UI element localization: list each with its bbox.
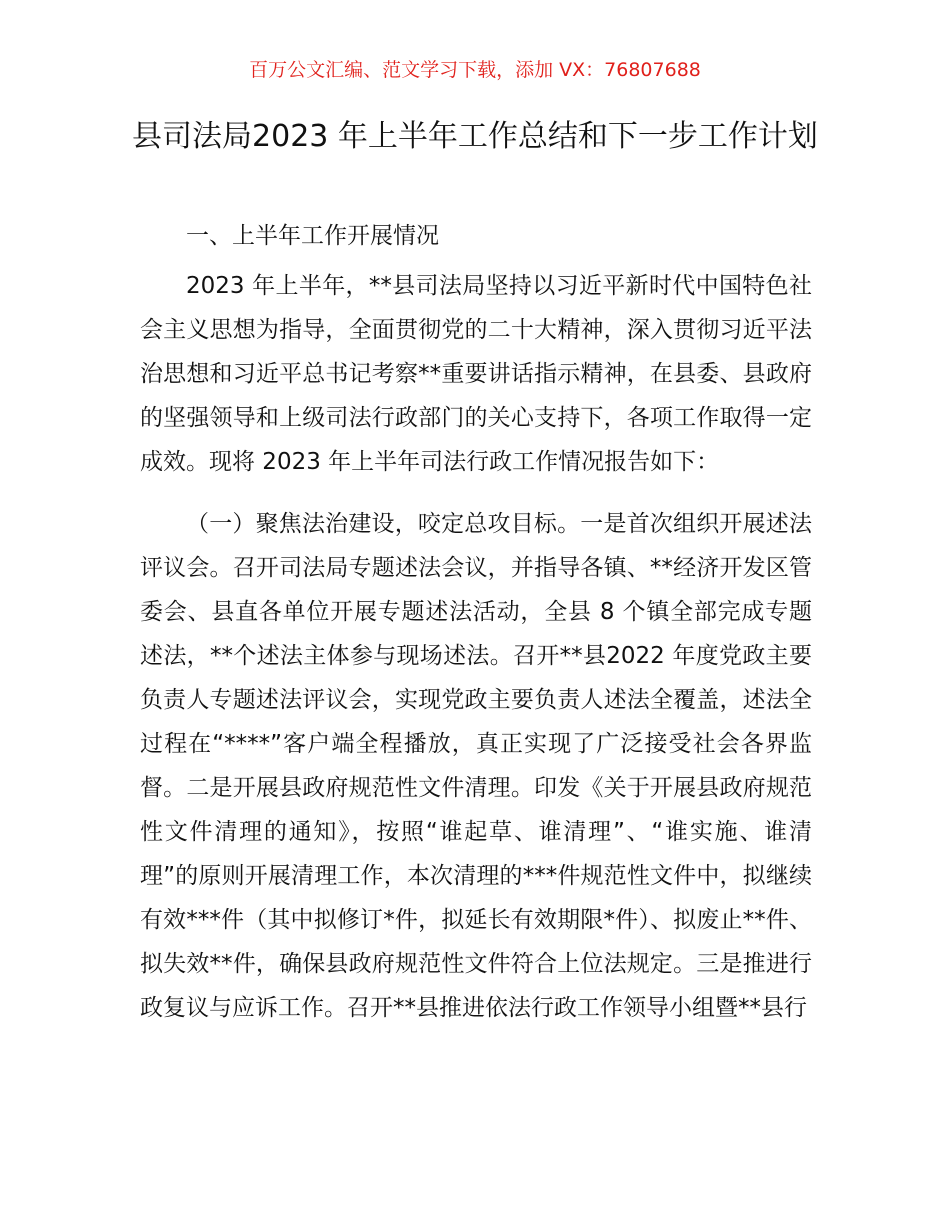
paragraph-rule-of-law: （一）聚焦法治建设，咬定总攻目标。一是首次组织开展述法评议会。召开司法局专题述法会议，并指导各镇、**经济开发区管委会、县直各单位开展专题述法活动，全县 8 个镇全部完成专题述法，**个述法主体参与现场述法。召开**县2022 年度党政主要负责人专题述法评议会，实现党政主要负责人述法全覆盖，述法全过程在“****”客户端全程播放，真正实现了广泛接受社会各界监督。二是开展县政府规范性文件清理。印发《关于开展县政府规范性文件清理的通知》，按照“谁起草、谁清理”、“谁实施、谁清理”的原则开展清理工作，本次清理的***件规范性文件中，拟继续有效***件（其中拟修订*件，拟延长有效期限*件）、拟废止**件、拟失效**件，确保县政府规范性文件符合上位法规定。三是推进行政复议与应诉工作。召开**县推进依法行政工作领导小组暨**县行 [140, 511, 812, 1021]
paragraph-intro: 2023 年上半年，**县司法局坚持以习近平新时代中国特色社会主义思想为指导，全面贯彻党的二十大精神，深入贯彻习近平法治思想和习近平总书记考察**重要讲话指示精神，在县委、县政府的坚强领导和上级司法行政部门的关心支持下，各项工作取得一定成效。现将 2023 年上半年司法行政工作情况报告如下： [140, 273, 812, 475]
document-title: 县司法局2023 年上半年工作总结和下一步工作计划 [132, 119, 818, 154]
watermark-banner: 百万公文汇编、范文学习下载，添加 VX：76807688 [249, 59, 701, 81]
document-body [140, 214, 812, 1048]
section-heading: 一、上半年工作开展情况 [186, 223, 439, 249]
